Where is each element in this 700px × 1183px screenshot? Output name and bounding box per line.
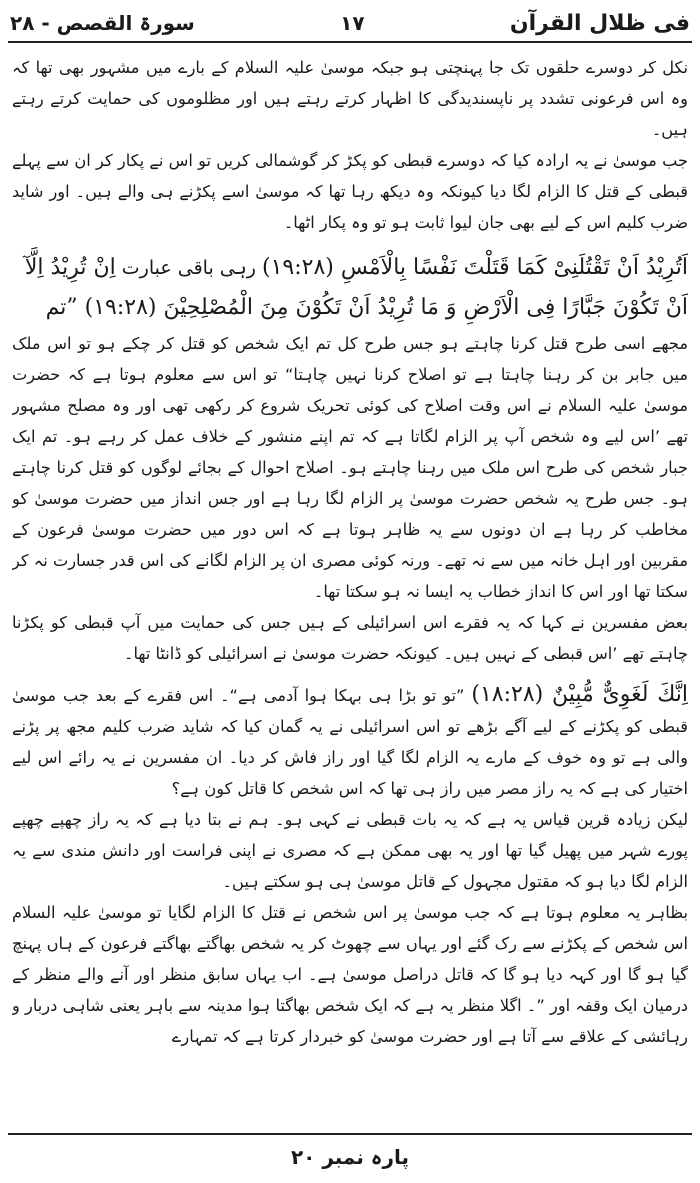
- paragraph-6: لیکن زیادہ قرین قیاس یہ ہے کہ یہ بات قبطی نے کہی ہو۔ ہم نے بتا دیا ہے کہ یہ راز چھپے چھپے پورے شہر میں پھیل گیا تھا اور یہ بھی ممکن ہے کہ مصری نے اپنی فراست اور دانش مندی سے یہ الزام لگا دیا ہو کہ مقتول مجہول کے قاتل موسیٰ ہی ہو سکتے ہیں۔: [12, 810, 688, 891]
- paragraph-4: بعض مفسرین نے کہا کہ یہ فقرے اس اسرائیلی کے ہیں جس کی حمایت میں آپ قبطی کو پکڑنا چاہتے تھے ’اس قبطی کے نہیں ہیں۔ کیونکہ حضرت موسیٰ نے اسرائیلی کو ڈانٹا تھا۔: [12, 613, 688, 663]
- verse-1-arabic: اَتُرِیْدُ اَنْ تَقْتُلَنِیْ كَمَا قَتَلْتَ نَفْسًا بِالْاَمْسِ (۱۹:۲۸): [261, 255, 688, 280]
- verse-1-tail: اِنْ تُرِیْدُ اِلَّآ: [24, 255, 116, 280]
- surah-name: سورۃ القصص - ۲۸: [10, 11, 195, 35]
- page-header: [10, 6, 690, 40]
- verse-2-arabic: اَنْ تَكُوْنَ جَبَّارًا فِی الْاَرْضِ وَ مَا تُرِیْدُ اَنْ تَكُوْنَ مِنَ الْمُصْلِحِیْنَ (۱۹:۲۸) ”تم: [45, 295, 688, 320]
- book-title: فی ظلال القرآن: [509, 10, 690, 36]
- verse-line-2: [12, 288, 688, 328]
- paragraph-1: نکل کر دوسرے حلقوں تک جا پہنچتی ہو جبکہ موسیٰ علیہ السلام کے بارے میں مشہور بھی تھا کہ وہ اس فرعونی تشدد پر ناپسندیدگی کا اظہار کرتے رہتے ہیں اور مظلوموں کی حمایت کرتے رہتے ہیں۔: [12, 58, 688, 139]
- verse-line-1: [12, 248, 688, 288]
- footer-divider: [8, 1133, 692, 1135]
- verse-3-arabic: اِنَّكَ لَغَوِیٌّ مُّبِیْنٌ (۱۸:۲۸): [471, 682, 688, 707]
- paragraph-3: مجھے اسی طرح قتل کرنا چاہتے ہو جس طرح کل تم ایک شخص کو قتل کر چکے ہو تو اس ملک میں جابر بن کر رہنا چاہتا ہے تو اصلاح کرنا نہیں چاہتا“ تو اس سے معلوم ہوتا ہے کہ حضرت موسیٰ علیہ السلام نے اس وقت اصلاح کی کوئی تحریک شروع کر رکھی تھی اور وہ مصلح مشہور تھے ’اس لیے وہ شخص آپ پر الزام لگاتا ہے کہ تم اپنے منشور کے خلاف عمل کر رہے ہو۔ تم ایک جبار شخص کی طرح اس ملک میں رہنا چاہتے ہو۔ اصلاح احوال کے بجائے لوگوں کو قتل کرنا چاہتے ہو۔ جس طرح یہ شخص حضرت موسیٰ پر الزام لگا رہا ہے اور جس انداز میں حضرت موسیٰ کو مخاطب کر رہا ہے ان دونوں سے یہ ظاہر ہوتا ہے کہ اس دور میں حضرت موسیٰ فرعون کے مقربین اور اہل خانہ میں سے نہ تھے۔ ورنہ کوئی مصری ان پر الزام لگانے کی اس قدر جسارت نہ کر سکتا تھا اور اس کا انداز خطاب یہ ایسا نہ ہو سکتا تھا۔: [12, 334, 688, 601]
- header-divider: [8, 41, 692, 43]
- spacer: [12, 238, 688, 248]
- page-body: [12, 52, 688, 1127]
- para-number: پارہ نمبر ۲۰: [290, 1145, 410, 1169]
- paragraph-2: جب موسیٰ نے یہ ارادہ کیا کہ دوسرے قبطی کو پکڑ کر گوشمالی کریں تو اس نے پکار کر ان سے پہلے قبطی کے قتل کا الزام لگا دیا کیونکہ وہ دیکھ رہا تھا کہ موسیٰ اسے پکڑنے ہی والے ہیں۔ اور شاید ضرب کلیم اس کے لیے بھی جان لیوا ثابت ہو تو وہ پکار اٹھا۔: [12, 151, 688, 232]
- page-number: ۱۷: [340, 11, 365, 35]
- paragraph-5: [12, 679, 688, 804]
- paragraph-5-text: ”تو تو بڑا ہی بہکا ہوا آدمی ہے“۔ اس فقرے کے بعد جب موسیٰ قبطی کو پکڑنے کے لیے آگے بڑھے تو اس اسرائیلی نے یہ گمان کیا کہ شاید ضرب کلیم مجھ پر پڑنے والی ہے تو وہ خوف کے مارے یہ الزام لگا گیا اور راز فاش کر دیا۔ ان مفسرین نے یہ رائے اس لیے اختیار کی ہے کہ یہ راز مصر میں راز ہی تھا کہ اس شخص کا قاتل کون ہے؟: [12, 686, 688, 798]
- spacer: [12, 669, 688, 679]
- verse-1-urdu: رہی باقی عبارت: [121, 257, 256, 279]
- paragraph-7: بظاہر یہ معلوم ہوتا ہے کہ جب موسیٰ پر اس شخص نے قتل کا الزام لگایا تو موسیٰ علیہ السلام اس شخص کے پکڑنے سے رک گئے اور یہاں سے چھوٹ کر یہ شخص بھاگتے بھاگتے فرعون کے ہاں پہنچ گیا ہو گا اور کہہ دیا ہو گا کہ قاتل دراصل موسیٰ ہے۔ اب یہاں سابق منظر اور آنے والے منظر کے درمیان ایک وقفہ اور ”۔ اگلا منظر یہ ہے کہ ایک شخص بھاگتا ہوا مدینہ سے باہر یعنی شاہی دربار و رہائشی کے علاقے سے آتا ہے اور حضرت موسیٰ کو خبردار کرتا ہے کہ تمہارے: [12, 903, 688, 1046]
